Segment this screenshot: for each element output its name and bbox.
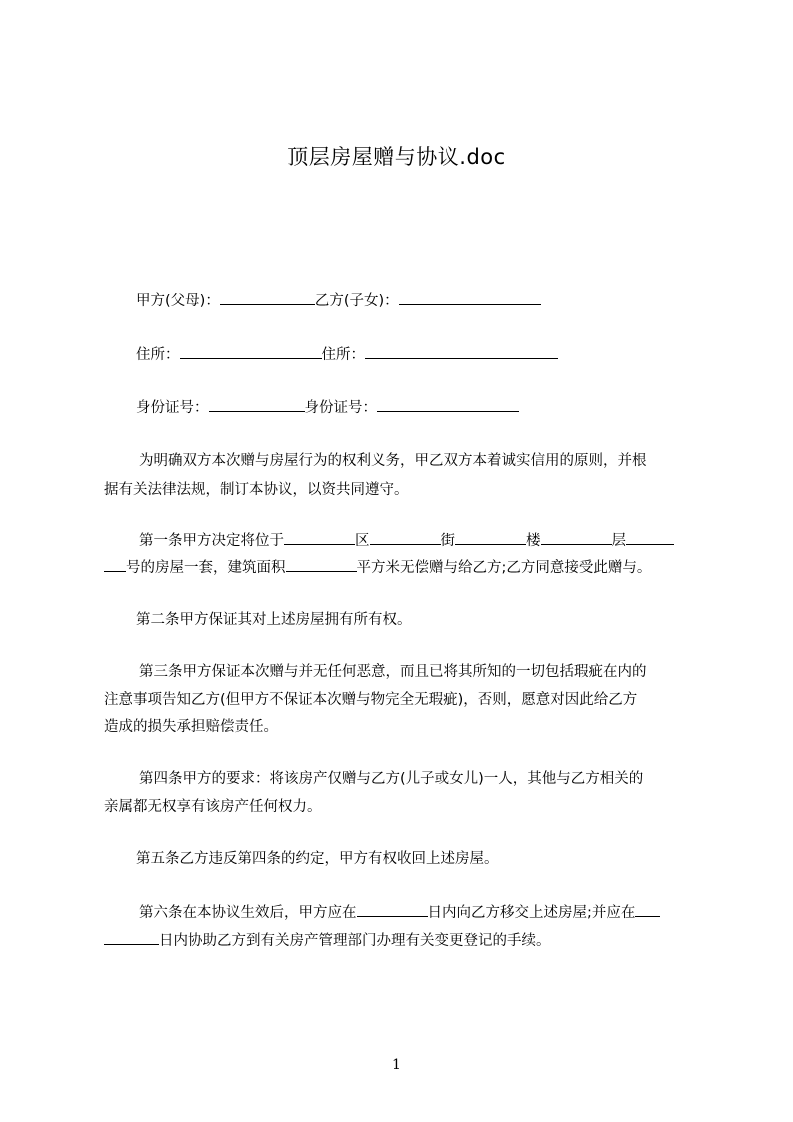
article-3-line-2: 注意事项告知乙方(但甲方不保证本次赠与物完全无瑕疵)，否则，愿意对因此给乙方 — [104, 692, 638, 708]
id-a-label: 身份证号： — [136, 400, 209, 416]
page-number: 1 — [392, 1057, 401, 1073]
article-3-line-1: 第三条甲方保证本次赠与并无任何恶意，而且已将其所知的一切包括瑕疵在内的 — [139, 664, 647, 680]
street-blank — [370, 531, 441, 545]
id-number-line — [136, 398, 736, 418]
registration-days-blank-start — [635, 903, 660, 917]
registration-days-blank-end — [104, 931, 159, 945]
address-line — [136, 345, 736, 365]
room-number-blank-start — [626, 531, 674, 545]
article-4-line-1: 第四条甲方的要求：将该房产仅赠与乙方(儿子或女儿)一人，其他与乙方相关的 — [139, 771, 644, 787]
address-b-label: 住所： — [321, 347, 365, 363]
room-number-blank-end — [104, 558, 126, 572]
article-6-line-1 — [139, 903, 739, 923]
article-6-line-2 — [104, 931, 704, 951]
article-1-text-1: 第一条甲方决定将位于 — [139, 533, 284, 549]
article-1-text-3: 街 — [440, 533, 455, 549]
party-names-line — [136, 291, 736, 311]
article-1-text-6: 号的房屋一套，建筑面积 — [126, 560, 286, 576]
article-1-line-1 — [139, 531, 739, 551]
article-1-text-5: 层 — [611, 533, 626, 549]
party-a-name-blank — [220, 291, 315, 305]
article-6-text-2: 日内向乙方移交上述房屋;并应在 — [427, 905, 636, 921]
area-blank — [286, 558, 357, 572]
id-a-blank — [209, 398, 305, 412]
article-1-text-4: 楼 — [526, 533, 541, 549]
article-5: 第五条乙方违反第四条的约定，甲方有权收回上述房屋。 — [136, 851, 499, 867]
id-b-blank — [377, 398, 519, 412]
building-blank — [455, 531, 526, 545]
article-1-text-7: 平方米无偿赠与给乙方;乙方同意接受此赠与。 — [356, 560, 652, 576]
intro-line-1: 为明确双方本次赠与房屋行为的权利义务，甲乙双方本着诚实信用的原则，并根 — [139, 453, 647, 469]
article-6-text-1: 第六条在本协议生效后，甲方应在 — [139, 905, 357, 921]
floor-blank — [541, 531, 612, 545]
id-b-label: 身份证号： — [304, 400, 377, 416]
district-blank — [284, 531, 355, 545]
address-a-label: 住所： — [136, 347, 180, 363]
article-1-text-2: 区 — [355, 533, 370, 549]
intro-line-2: 据有关法律法规，制订本协议，以资共同遵守。 — [104, 482, 409, 498]
address-b-blank — [365, 345, 558, 359]
article-1-line-2 — [104, 558, 704, 578]
article-3-line-3: 造成的损失承担赔偿责任。 — [104, 719, 278, 735]
document-title: 顶层房屋赠与协议.doc — [287, 145, 506, 169]
party-a-label: 甲方(父母)： — [136, 293, 220, 309]
article-4-line-2: 亲属都无权享有该房产任何权力。 — [104, 799, 322, 815]
article-6-text-3: 日内协助乙方到有关房产管理部门办理有关变更登记的手续。 — [159, 933, 551, 949]
address-a-blank — [180, 345, 322, 359]
handover-days-blank — [357, 903, 428, 917]
article-2: 第二条甲方保证其对上述房屋拥有所有权。 — [136, 612, 412, 628]
party-b-label: 乙方(子女)： — [314, 293, 399, 309]
party-b-name-blank — [399, 291, 541, 305]
